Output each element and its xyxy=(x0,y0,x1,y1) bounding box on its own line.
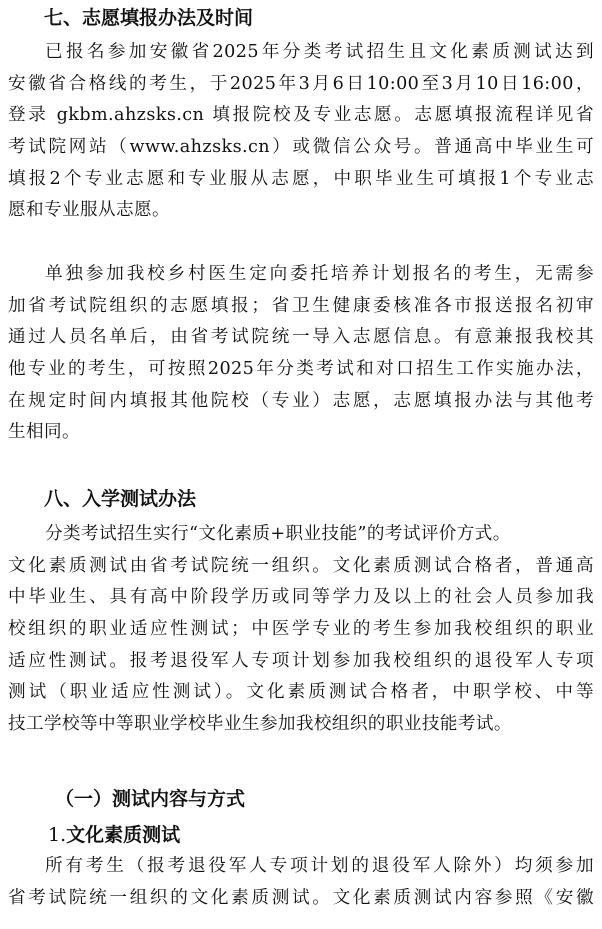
text-line: 生相同。 xyxy=(8,422,80,443)
text-line: 通过人员名单后，由省考试院统一导入志愿信息。有意兼报我校其 xyxy=(8,327,594,348)
text-line: 适应性测试。报考退役军人专项计划参加我校组织的退役军人专项 xyxy=(8,650,594,671)
section-8-heading: 八、入学测试办法 xyxy=(44,488,197,510)
text-line: 加省考试院组织的志愿填报；省卫生健康委核准各市报送报名初审 xyxy=(8,295,594,316)
text-line: 单独参加我校乡村医生定向委托培养计划报名的考生，无需参 xyxy=(45,264,594,284)
text-line: 填报2个专业志愿和专业服从志愿，中职毕业生可填报1个专业志 xyxy=(8,168,594,189)
text-line: 考试院网站（www.ahzsks.cn）或微信公众号。普通高中毕业生可 xyxy=(8,137,594,158)
text-line: 校组织的职业适应性测试；中医学专业的考生参加我校组织的职业 xyxy=(8,619,594,640)
item-title: 文化素质测试 xyxy=(66,824,181,846)
text-line: 测试（职业适应性测试）。文化素质测试合格者，中职学校、中等 xyxy=(8,682,594,703)
section-7-heading: 七、志愿填报办法及时间 xyxy=(44,7,254,29)
text-line: 中毕业生、具有高中阶段学历或同等学力及以上的社会人员参加我 xyxy=(8,587,594,608)
section-7-paragraph-2 xyxy=(8,259,594,449)
text-line: 他专业的考生，可按照2025年分类考试和对口招生工作实施办法， xyxy=(8,359,594,380)
text-line: 安徽省合格线的考生，于2025年3月6日10:00至3月10日16:00， xyxy=(8,73,594,94)
text-line: 在规定时间内填报其他院校（专业）志愿，志愿填报办法与其他考 xyxy=(8,390,594,411)
text-line: 所有考生（报考退役军人专项计划的退役军人除外）均须参加 xyxy=(45,856,594,876)
text-line: 省考试院统一组织的文化素质测试。文化素质测试内容参照《安徽 xyxy=(8,887,594,908)
text-line: 登录 gkbm.ahzsks.cn 填报院校及专业志愿。志愿填报流程详见省 xyxy=(8,105,594,126)
subsection-1-heading: （一）测试内容与方式 xyxy=(55,788,246,810)
item-number: 1. xyxy=(48,824,67,846)
text-line: 分类考试招生实行“文化素质+职业技能”的考试评价方式。 xyxy=(45,524,511,544)
item-1-heading xyxy=(48,820,180,850)
item-1-paragraph xyxy=(8,851,594,914)
text-line: 已报名参加安徽省2025年分类考试招生且文化素质测试达到 xyxy=(45,42,594,62)
text-line: 技工学校等中等职业学校毕业生参加我校组织的职业技能考试。 xyxy=(8,714,512,735)
section-7-paragraph-1 xyxy=(8,37,594,227)
section-8-paragraph-1 xyxy=(8,519,594,741)
text-line: 文化素质测试由省考试院统一组织。文化素质测试合格者，普通高 xyxy=(8,555,594,576)
text-line: 愿和专业服从志愿。 xyxy=(8,200,170,221)
